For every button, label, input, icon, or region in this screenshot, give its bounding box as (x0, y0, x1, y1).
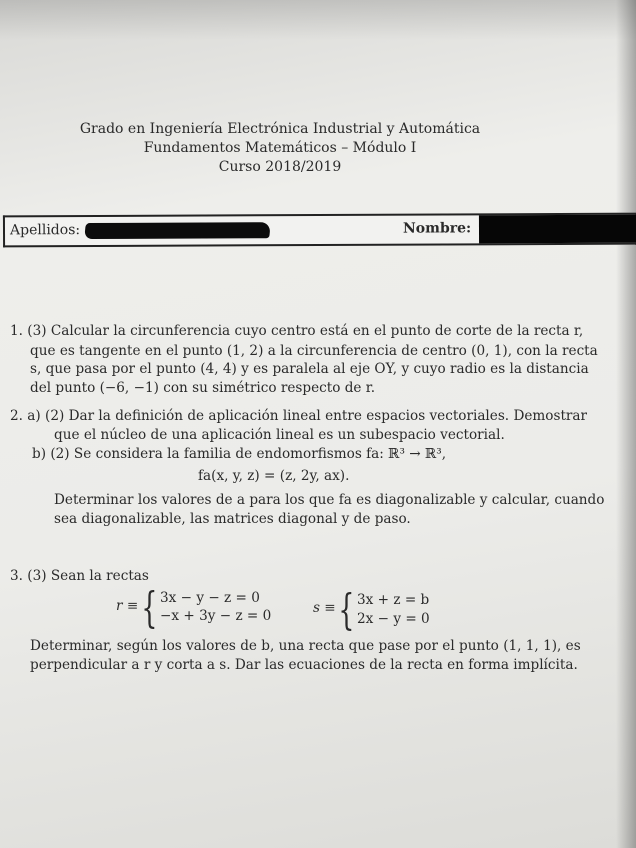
q2-formula: fa(x, y, z) = (z, 2y, ax). (198, 468, 350, 484)
r-equation-2: −x + 3y − z = 0 (160, 608, 272, 624)
s-equation-1: 3x + z = b (357, 592, 430, 608)
r-equation-1: 3x − y − z = 0 (160, 590, 260, 606)
q1-line-1: 1. (3) Calcular la circunferencia cuyo centro está en el punto de corte de la recta r, (10, 323, 584, 339)
photo-shadow-right (616, 0, 636, 848)
q2-a-line-1: 2. a) (2) Dar la definición de aplicación lineal entre espacios vectoriales. Demostrar (10, 408, 588, 424)
q2-end-line-2: sea diagonalizable, las matrices diagonal y de paso. (54, 511, 411, 527)
name-box (3, 213, 636, 248)
s-equation-2: 2x − y = 0 (357, 611, 430, 627)
q3-end-line-1: Determinar, según los valores de b, una recta que pase por el punto (1, 1, 1), es (30, 638, 581, 654)
name-label: Nombre: (402, 220, 472, 237)
r-brace: { (141, 583, 158, 632)
course-title: Fundamentos Matemáticos – Módulo I (143, 140, 417, 156)
r-label: r ≡ (116, 598, 139, 614)
q3-intro: 3. (3) Sean la rectas (10, 568, 149, 584)
course-year: Curso 2018/2019 (218, 159, 342, 175)
degree-title: Grado en Ingeniería Electrónica Industrial y Automática (79, 121, 481, 137)
photo-shadow-top (0, 0, 636, 40)
s-brace: { (338, 585, 355, 634)
surname-redaction (84, 222, 271, 239)
q1-line-3: s, que pasa por el punto (4, 4) y es paralela al eje OY, y cuyo radio es la distancia (30, 361, 589, 377)
q1-line-4: del punto (−6, −1) con su simétrico respecto de r. (30, 380, 376, 396)
q2-b-line: b) (2) Se considera la familia de endomorfismos fa: ℝ³ → ℝ³, (32, 446, 447, 462)
name-redaction (479, 215, 636, 244)
exam-header (70, 120, 490, 177)
q3-end-line-2: perpendicular a r y corta a s. Dar las ecuaciones de la recta en forma implícita. (30, 657, 578, 673)
s-label: s ≡ (313, 600, 336, 616)
q1-line-2: que es tangente en el punto (1, 2) a la circunferencia de centro (0, 1), con la recta (30, 343, 598, 359)
q2-a-line-2: que el núcleo de una aplicación lineal es un subespacio vectorial. (54, 427, 505, 443)
q2-end-line-1: Determinar los valores de a para los que fa es diagonalizable y calcular, cuando (54, 492, 605, 508)
surname-label: Apellidos: (9, 222, 81, 239)
